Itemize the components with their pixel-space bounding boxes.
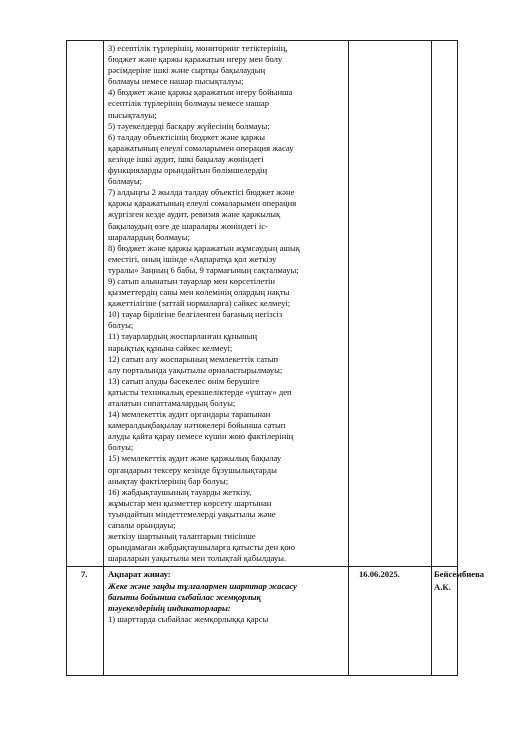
text-line: жұмыстар мен қызметтер көрсету шартынан — [108, 497, 272, 508]
text-line: еместігі, оның ішінде «Ақпаратқа қол жеткізу — [108, 253, 277, 264]
text-line: рәсімдеріне ішкі және сыртқы бақылаудың — [108, 65, 266, 76]
number-cell — [67, 41, 104, 567]
row-number: 7. — [81, 569, 88, 580]
text-line: қатысты техникалық ерекшеліктерде «үштау» деп — [108, 386, 292, 397]
text-line: қаражатының елеулі сомаларымен операция жасау — [108, 142, 294, 153]
date-cell — [349, 567, 432, 676]
description-cell — [104, 41, 349, 567]
text-line: функцияларды орындайтын бөлімшелердің — [108, 165, 268, 176]
description-cell — [104, 567, 349, 676]
text-line: 4) бюджет және қаржы қаражатын игеру бойынша — [108, 87, 293, 98]
row7-responsible-name: Бейсембиева — [434, 569, 485, 580]
row7-subheading-line: бағыты бойынша сыбайлас жемқорлық — [108, 591, 261, 602]
text-line: туындайтын міндеттемелерді уақытылы және — [108, 508, 276, 519]
text-line: бақылаудың өзге де шаралары жөніндегі іс- — [108, 220, 268, 231]
text-line: болмауы; — [108, 176, 143, 187]
text-line: жүргізген кезде аудит, ревизия және қаржылық — [108, 209, 281, 220]
text-line: 6) талдау объектісінің бюджет және қаржы — [108, 131, 265, 142]
text-line: болуы; — [108, 442, 134, 453]
text-line: пысықталуы; — [108, 109, 157, 120]
text-line: алуды қайта қарау немесе күшін жою фактілерінің — [108, 431, 294, 442]
number-cell — [67, 567, 104, 676]
text-line: қызметтердің саны мен көлемінің олардың нақты — [108, 287, 290, 298]
continued-text-block — [104, 41, 348, 566]
text-line: болмауы немесе нашар пысықталуы; — [108, 76, 244, 87]
row7-text-block — [104, 567, 348, 626]
text-line: 14) мемлекеттік аудит органдары тарапынан — [108, 409, 271, 420]
text-line: 16) жабдықтаушының тауарды жеткізу, — [108, 486, 252, 497]
row7-heading: Ақпарат жинау: — [108, 569, 171, 580]
responsible-cell — [432, 41, 458, 567]
text-line: нарықтық құнына сәйкес келмеуі; — [108, 342, 233, 353]
text-line: 12) сатып алу жоспарының мемлекеттік сатып — [108, 353, 279, 364]
text-line: аталатын сипаттамалардың болуы; — [108, 398, 236, 408]
text-line: кезінде ішкі аудит, ішкі бақылау жөніндегі — [108, 153, 264, 164]
text-line: 5) тәуекелдерді басқару жүйесінің болмауы; — [108, 120, 270, 131]
row7-subheading-line: тәуекелдерінің индикаторлары: — [108, 602, 231, 613]
text-line: шаралардың болмауы; — [108, 231, 190, 242]
text-line: 15) мемлекеттік аудит және қаржылық бақылау — [108, 453, 282, 464]
text-line: 9) сатып алынатын тауарлар мен көрсетілетін — [108, 275, 275, 286]
text-line: камералдықбақылау нәтижелері бойынша сатып — [108, 420, 286, 431]
text-line: қажеттілігіне (заттай нормаларға) сәйкес келмеуі; — [108, 298, 291, 309]
text-line: 11) тауарлардың жоспарланған құнының — [108, 331, 258, 342]
text-line: 13) сатып алуды бәсекелес өнім берушіге — [108, 375, 260, 386]
row7-responsible-initials: А.К. — [434, 582, 451, 593]
responsible-cell — [432, 567, 485, 676]
text-line: анықтау фактілерінің бар болуы; — [108, 475, 229, 486]
text-line: 8) бюджет және қаржы қаражатын жұмсаудың ашық — [108, 242, 300, 253]
row7-item-1: 1) шарттарда сыбайлас жемқорлыққа қарсы — [108, 613, 269, 624]
text-line: алу порталында уақытылы орналастырылмауы; — [108, 364, 283, 375]
text-line: есептілік түрлерінің болмауы немесе нашар — [108, 98, 269, 109]
text-line: 10) тауар бірлігіне белгіленген бағаның негізсіз — [108, 309, 283, 320]
text-line: болуы; — [108, 320, 134, 331]
date-cell — [349, 41, 432, 567]
plan-table — [66, 40, 485, 676]
text-line: шараларын уақытылы мен толықтай қабылдауы. — [108, 553, 287, 564]
text-line: туралы» Заңның 6 бабы, 9 тармағының сақталмауы; — [108, 264, 299, 275]
text-line: органдарын тексеру кезінде бұзушылықтарды — [108, 464, 277, 475]
text-line: сапалы орындауы; — [108, 520, 176, 531]
text-line: 3) есептілік түрлерінің, мониторинг тетіктерінің, — [108, 43, 288, 53]
row7-date: 16.06.2025. — [359, 569, 400, 580]
table-row-continued — [67, 41, 458, 567]
text-line: орындамаған жабдықтаушыларға қатысты ден қою — [108, 542, 296, 553]
row7-subheading-line: Жеке және заңды тұлғалармен шарттар жасасу — [108, 580, 297, 591]
text-line: жеткізу шартының талаптарын тиісінше — [108, 531, 256, 542]
text-line: қаржы қаражатының елеулі сомаларымен операция — [108, 198, 297, 209]
text-line: 7) алдыңғы 2 жылда талдау объектісі бюджет және — [108, 187, 295, 198]
table-row-7 — [67, 567, 458, 676]
text-line: бюджет және қаржы қаражатын игеру мен болу — [108, 54, 283, 65]
